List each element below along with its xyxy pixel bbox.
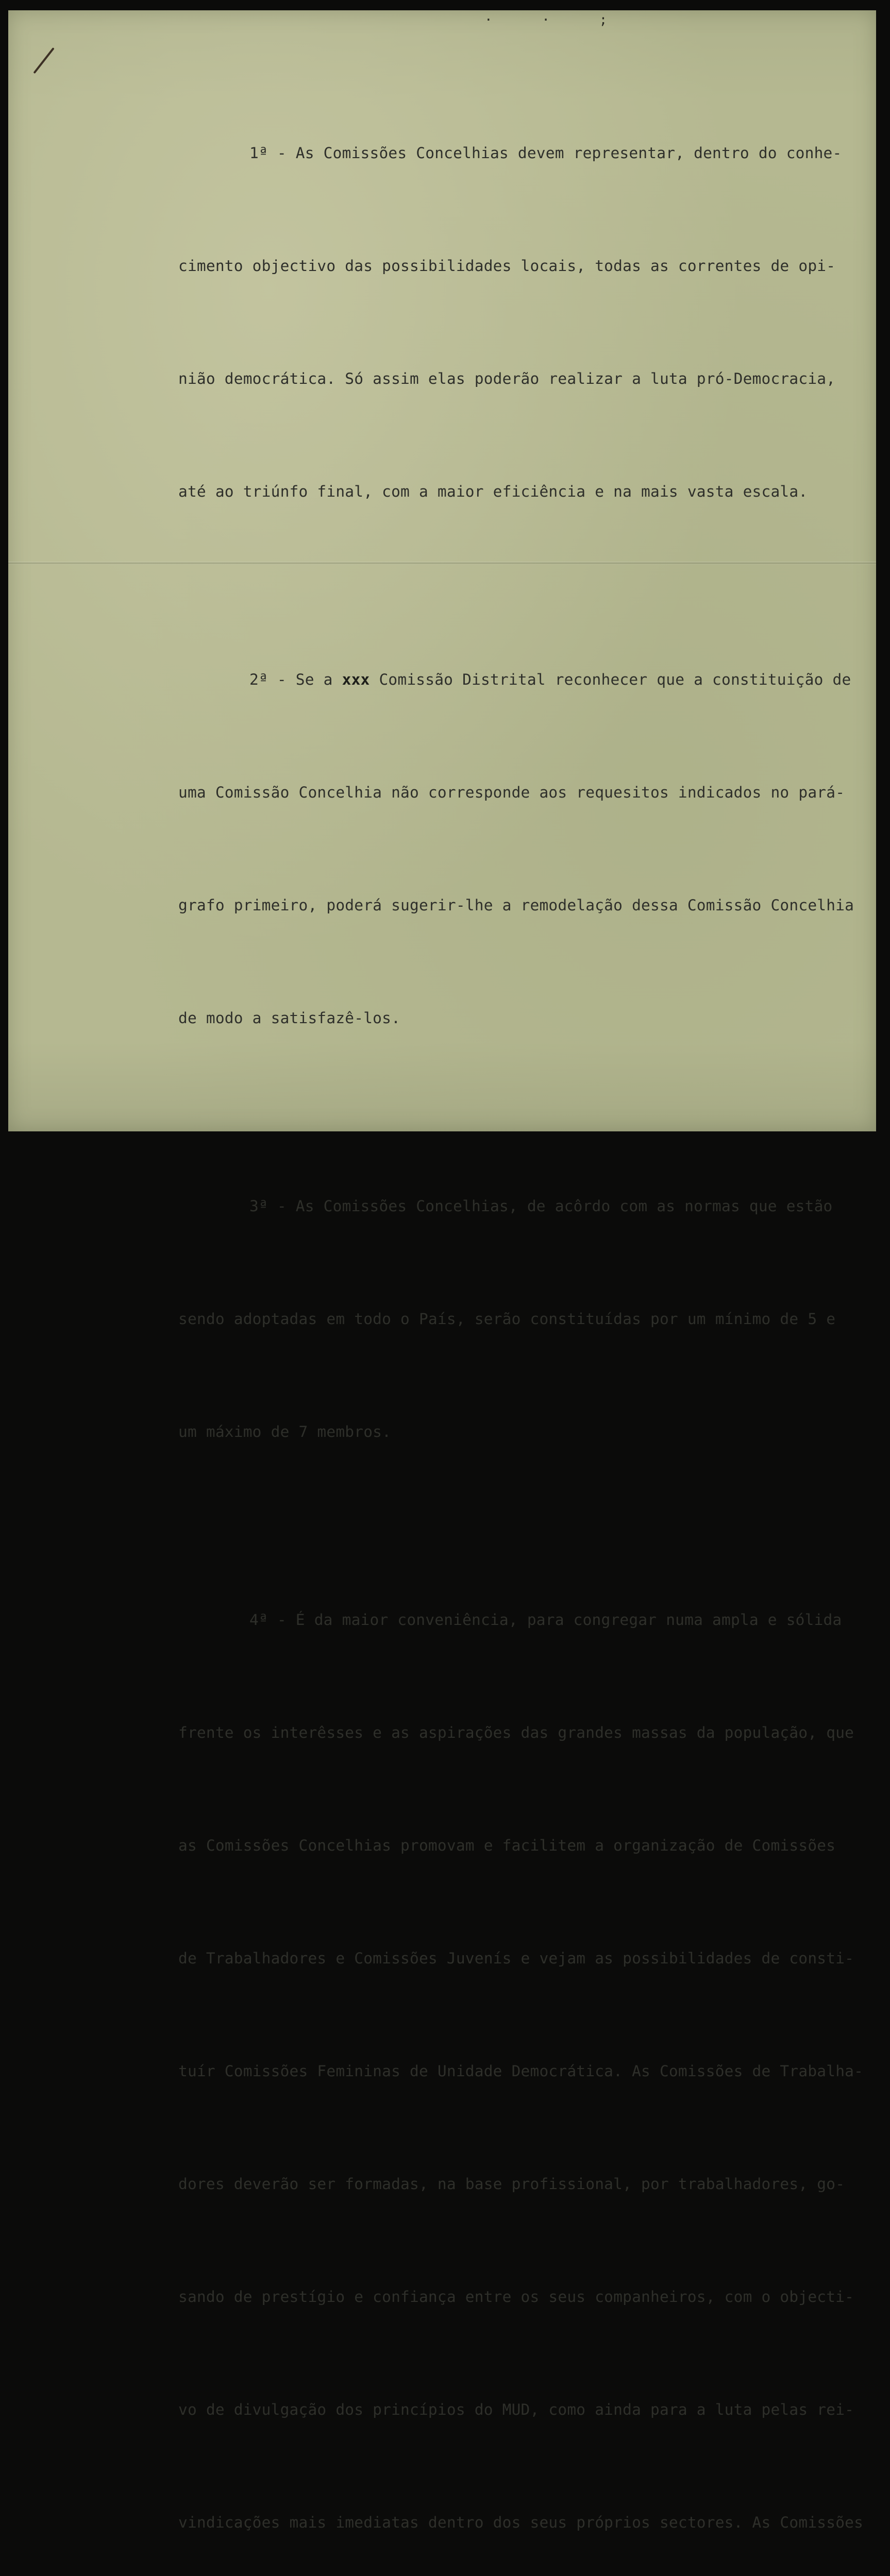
text-line: um máximo de 7 membros. xyxy=(178,1423,392,1440)
text-line: as Comissões Concelhias promovam e facilitem a organização de Comissões xyxy=(178,1837,836,1854)
text-line: até ao triúnfo final, com a maior eficiência e na mais vasta escala. xyxy=(178,483,808,500)
text-line: sendo adoptadas em todo o País, serão constituídas por um mínimo de 5 e xyxy=(178,1310,836,1328)
paragraph-2 xyxy=(107,586,860,1112)
text-line: 4ª - É da maior conveniência, para congregar numa ampla e sólida xyxy=(249,1611,842,1629)
text-line: grafo primeiro, poderá sugerir-lhe a remodelação dessa Comissão Concelhia xyxy=(178,896,854,914)
text-line: 1ª - As Comissões Concelhias devem representar, dentro do conhe- xyxy=(249,144,842,162)
text-line: cimento objectivo das possibilidades locais, todas as correntes de opi- xyxy=(178,257,836,275)
paragraph-1 xyxy=(107,59,860,586)
text-line: dores deverão ser formadas, na base profissional, por trabalhadores, go- xyxy=(178,2175,845,2193)
document-body xyxy=(107,59,864,2576)
struck-out-text: xxx xyxy=(342,671,370,688)
text-fragment: Comissão Distrital reconhecer que a constituição de xyxy=(370,671,851,688)
text-line-composite xyxy=(107,661,860,699)
text-line: vo de divulgação dos princípios do MUD, como ainda para a luta pelas rei- xyxy=(178,2401,854,2418)
text-line: de Trabalhadores e Comissões Juvenís e vejam as possibilidades de consti- xyxy=(178,1950,854,1967)
text-line: uma Comissão Concelhia não corresponde aos requesitos indicados no pará- xyxy=(178,784,845,801)
text-line: vindicações mais imediatas dentro dos seus próprios sectores. As Comissões xyxy=(178,2514,864,2531)
text-line: tuír Comissões Femininas de Unidade Democrática. As Comissões de Trabalha- xyxy=(178,2062,864,2080)
ink-specks: · · ; xyxy=(484,12,628,28)
text-line: sando de prestígio e confiança entre os seus companheiros, com o objecti- xyxy=(178,2288,854,2306)
text-fragment: 2ª - Se a xyxy=(249,671,342,688)
text-line: frente os interêsses e as aspirações das grandes massas da população, que xyxy=(178,1724,854,1741)
paragraph-3 xyxy=(107,1112,860,1526)
text-line: 3ª - As Comissões Concelhias, de acôrdo com as normas que estão xyxy=(249,1197,833,1215)
paragraph-4 xyxy=(107,1526,864,2576)
text-line: de modo a satisfazê-los. xyxy=(178,1009,401,1027)
text-line: nião democrática. Só assim elas poderão realizar a luta pró-Democracia, xyxy=(178,370,836,387)
